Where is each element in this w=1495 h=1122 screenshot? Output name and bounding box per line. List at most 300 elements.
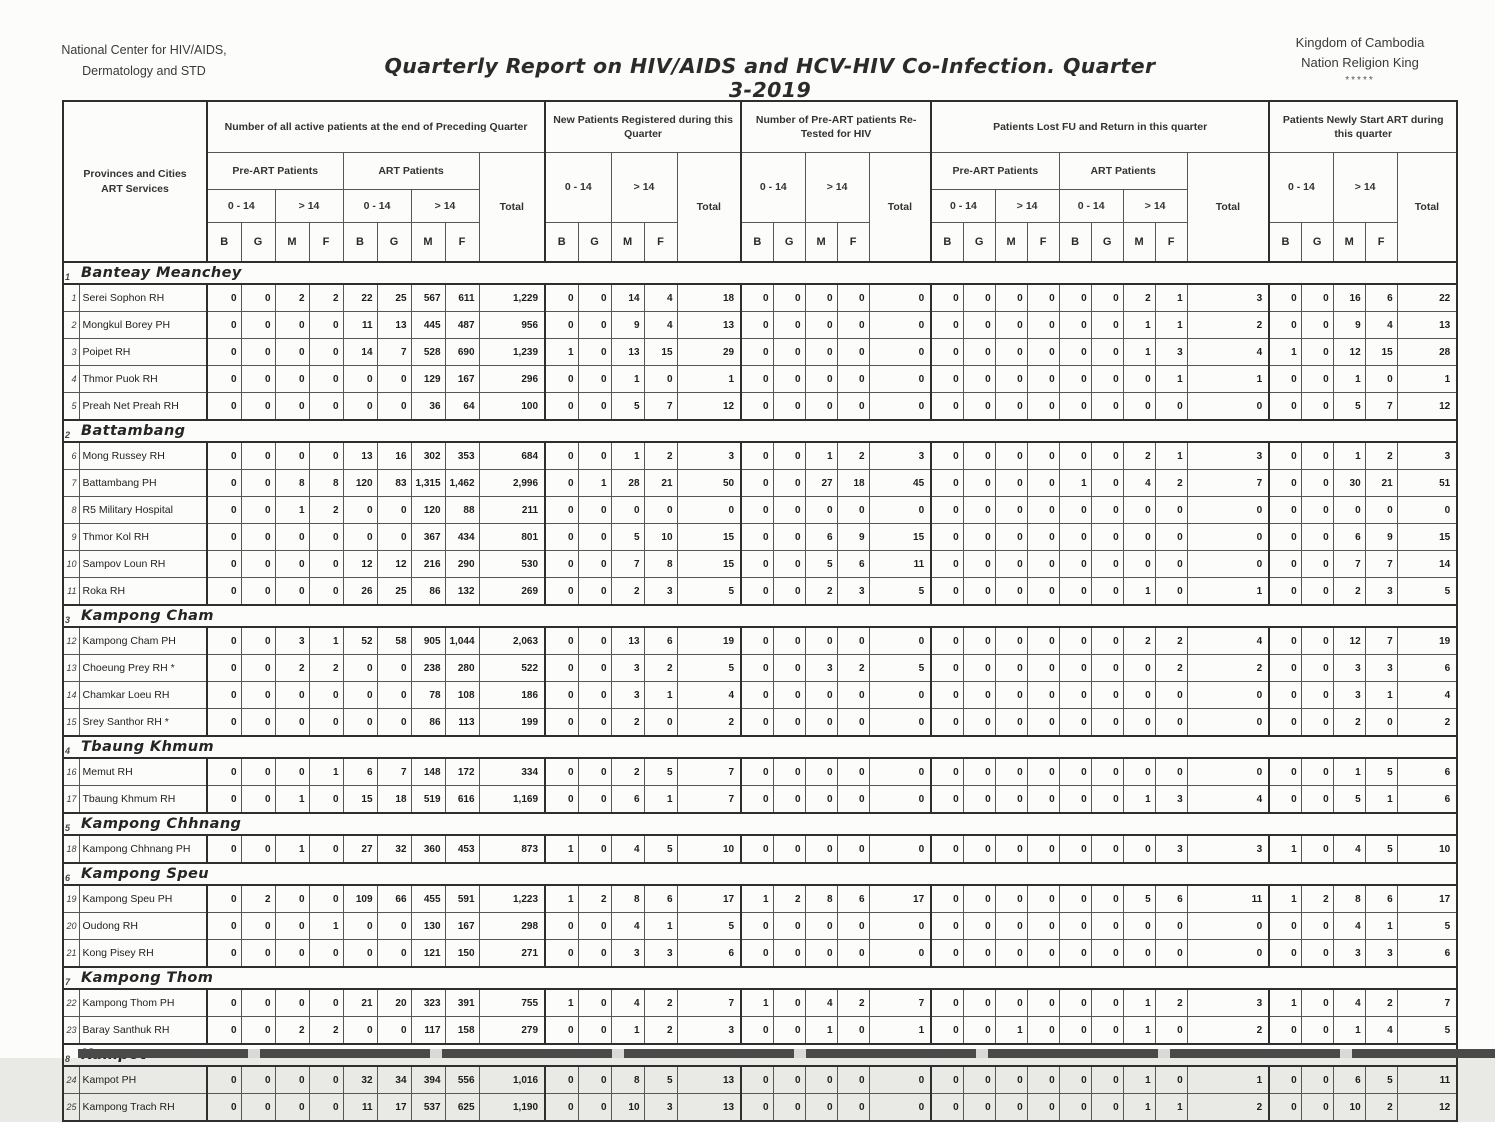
value-cell: 0 <box>275 1094 309 1122</box>
table-row <box>63 284 1457 312</box>
value-cell: 0 <box>805 913 837 940</box>
value-cell: 0 <box>1269 940 1301 968</box>
value-cell: 0 <box>241 627 275 655</box>
value-cell: 0 <box>241 758 275 786</box>
value-cell: 616 <box>445 786 479 814</box>
facility-name: Memut RH <box>79 758 207 786</box>
value-cell: 0 <box>1301 442 1333 470</box>
value-cell: 6 <box>1397 655 1457 682</box>
value-cell: 0 <box>995 339 1027 366</box>
section-row <box>63 813 1457 835</box>
sex-header-m: M <box>275 223 309 263</box>
sex-header-b: B <box>545 223 578 263</box>
value-cell: 0 <box>275 366 309 393</box>
value-cell: 12 <box>377 551 411 578</box>
value-cell: 0 <box>275 709 309 737</box>
row-number: 8 <box>63 497 79 524</box>
value-cell: 1 <box>1333 758 1365 786</box>
value-cell: 2 <box>578 885 611 913</box>
value-cell: 0 <box>1155 1066 1187 1094</box>
value-cell: 8 <box>1333 885 1365 913</box>
table-row <box>63 497 1457 524</box>
value-cell: 2 <box>644 989 677 1017</box>
value-cell: 4 <box>611 913 644 940</box>
value-cell: 1 <box>1155 284 1187 312</box>
value-cell: 2 <box>1333 709 1365 737</box>
facility-name: Poipet RH <box>79 339 207 366</box>
report-table <box>62 100 1458 1122</box>
value-cell: 0 <box>1123 393 1155 421</box>
value-cell: 0 <box>741 655 773 682</box>
value-cell: 2 <box>1155 989 1187 1017</box>
value-cell: 1 <box>1269 885 1301 913</box>
value-cell: 0 <box>1091 497 1123 524</box>
value-cell: 445 <box>411 312 445 339</box>
value-cell: 0 <box>343 524 377 551</box>
value-cell: 0 <box>611 497 644 524</box>
value-cell: 353 <box>445 442 479 470</box>
value-cell: 0 <box>1269 366 1301 393</box>
value-cell: 4 <box>1333 989 1365 1017</box>
section-number: 8 <box>63 1044 79 1066</box>
value-cell: 3 <box>1397 442 1457 470</box>
value-cell: 0 <box>995 578 1027 606</box>
table-row <box>63 940 1457 968</box>
value-cell: 0 <box>1187 709 1269 737</box>
value-cell: 0 <box>1091 989 1123 1017</box>
value-cell: 0 <box>1187 758 1269 786</box>
value-cell: 1 <box>275 497 309 524</box>
value-cell: 0 <box>578 940 611 968</box>
value-cell: 0 <box>207 989 241 1017</box>
value-cell: 0 <box>1269 709 1301 737</box>
value-cell: 0 <box>545 1094 578 1122</box>
value-cell: 296 <box>479 366 545 393</box>
value-cell: 0 <box>545 940 578 968</box>
value-cell: 0 <box>837 284 869 312</box>
value-cell: 1 <box>644 786 677 814</box>
value-cell: 5 <box>611 524 644 551</box>
value-cell: 0 <box>241 497 275 524</box>
value-cell: 0 <box>931 339 963 366</box>
value-cell: 0 <box>1301 312 1333 339</box>
value-cell: 0 <box>275 758 309 786</box>
value-cell: 0 <box>995 758 1027 786</box>
value-cell: 3 <box>837 578 869 606</box>
value-cell: 0 <box>995 709 1027 737</box>
value-cell: 14 <box>343 339 377 366</box>
value-cell: 0 <box>963 835 995 863</box>
value-cell: 25 <box>377 578 411 606</box>
value-cell: 0 <box>837 627 869 655</box>
value-cell: 6 <box>837 551 869 578</box>
value-cell: 2 <box>837 442 869 470</box>
value-cell: 394 <box>411 1066 445 1094</box>
sex-header-b: B <box>931 223 963 263</box>
value-cell: 132 <box>445 578 479 606</box>
value-cell: 0 <box>1027 470 1059 497</box>
value-cell: 0 <box>869 682 931 709</box>
value-cell: 21 <box>1365 470 1397 497</box>
value-cell: 1 <box>1187 1066 1269 1094</box>
value-cell: 0 <box>545 393 578 421</box>
value-cell: 0 <box>241 312 275 339</box>
value-cell: 0 <box>1059 627 1091 655</box>
group-header-retested: Number of Pre-ART patients Re-Tested for HIV <box>741 101 931 153</box>
value-cell: 0 <box>741 524 773 551</box>
value-cell: 0 <box>578 709 611 737</box>
table-row <box>63 524 1457 551</box>
value-cell: 0 <box>1301 655 1333 682</box>
value-cell: 1 <box>741 989 773 1017</box>
sex-header-g: G <box>377 223 411 263</box>
value-cell: 6 <box>837 885 869 913</box>
row-number: 17 <box>63 786 79 814</box>
value-cell: 7 <box>644 393 677 421</box>
value-cell: 1 <box>1269 339 1301 366</box>
value-cell: 0 <box>207 885 241 913</box>
value-cell: 0 <box>773 284 805 312</box>
value-cell: 1 <box>741 885 773 913</box>
value-cell: 556 <box>445 1066 479 1094</box>
section-row <box>63 605 1457 627</box>
value-cell: 0 <box>1301 627 1333 655</box>
value-cell: 0 <box>1301 1017 1333 1045</box>
value-cell: 130 <box>411 913 445 940</box>
value-cell: 0 <box>1027 393 1059 421</box>
value-cell: 0 <box>275 312 309 339</box>
value-cell: 0 <box>741 339 773 366</box>
value-cell: 5 <box>869 578 931 606</box>
value-cell: 2 <box>1155 655 1187 682</box>
value-cell: 36 <box>411 393 445 421</box>
table-row <box>63 786 1457 814</box>
value-cell: 0 <box>869 913 931 940</box>
value-cell: 0 <box>343 913 377 940</box>
value-cell: 0 <box>309 551 343 578</box>
value-cell: 3 <box>1155 339 1187 366</box>
value-cell: 0 <box>963 284 995 312</box>
row-number: 11 <box>63 578 79 606</box>
value-cell: 0 <box>1027 578 1059 606</box>
value-cell: 1 <box>1123 989 1155 1017</box>
value-cell: 3 <box>1365 940 1397 968</box>
sex-header-f: F <box>445 223 479 263</box>
table-row <box>63 442 1457 470</box>
value-cell: 0 <box>1301 682 1333 709</box>
value-cell: 32 <box>343 1066 377 1094</box>
value-cell: 186 <box>479 682 545 709</box>
value-cell: 2 <box>1365 989 1397 1017</box>
value-cell: 0 <box>1123 913 1155 940</box>
value-cell: 25 <box>377 284 411 312</box>
value-cell: 5 <box>644 835 677 863</box>
org-name <box>44 40 244 83</box>
value-cell: 17 <box>1397 885 1457 913</box>
sex-header-m: M <box>995 223 1027 263</box>
sex-header-m: M <box>1123 223 1155 263</box>
value-cell: 0 <box>275 578 309 606</box>
value-cell: 567 <box>411 284 445 312</box>
value-cell: 0 <box>578 1066 611 1094</box>
value-cell: 0 <box>773 709 805 737</box>
row-number: 21 <box>63 940 79 968</box>
value-cell: 0 <box>309 786 343 814</box>
sex-header-g: G <box>963 223 995 263</box>
value-cell: 0 <box>1155 940 1187 968</box>
value-cell: 0 <box>1301 366 1333 393</box>
value-cell: 0 <box>1301 989 1333 1017</box>
value-cell: 0 <box>309 524 343 551</box>
value-cell: 0 <box>1397 497 1457 524</box>
total-header: Total <box>677 153 741 263</box>
value-cell: 11 <box>343 1094 377 1122</box>
value-cell: 0 <box>1301 578 1333 606</box>
value-cell: 0 <box>275 524 309 551</box>
value-cell: 0 <box>275 1066 309 1094</box>
value-cell: 0 <box>1059 1094 1091 1122</box>
value-cell: 611 <box>445 284 479 312</box>
value-cell: 2 <box>1155 470 1187 497</box>
value-cell: 13 <box>1397 312 1457 339</box>
value-cell: 6 <box>1155 885 1187 913</box>
value-cell: 1,044 <box>445 627 479 655</box>
value-cell: 2 <box>1187 312 1269 339</box>
value-cell: 367 <box>411 524 445 551</box>
value-cell: 3 <box>869 442 931 470</box>
facility-name: Preah Net Preah RH <box>79 393 207 421</box>
value-cell: 8 <box>275 470 309 497</box>
table-row <box>63 682 1457 709</box>
value-cell: 12 <box>343 551 377 578</box>
value-cell: 0 <box>343 682 377 709</box>
value-cell: 0 <box>773 627 805 655</box>
section-row <box>63 967 1457 989</box>
stars-divider: ***** <box>1345 75 1375 87</box>
section-name: Kampong Chhnang <box>79 813 1457 835</box>
sex-header-g: G <box>241 223 275 263</box>
value-cell: 1 <box>1187 366 1269 393</box>
row-number: 22 <box>63 989 79 1017</box>
value-cell: 1 <box>1123 312 1155 339</box>
value-cell: 0 <box>207 940 241 968</box>
value-cell: 9 <box>837 524 869 551</box>
value-cell: 1 <box>545 885 578 913</box>
value-cell: 0 <box>1059 497 1091 524</box>
value-cell: 0 <box>805 393 837 421</box>
value-cell: 0 <box>931 551 963 578</box>
value-cell: 10 <box>1397 835 1457 863</box>
report-title: Quarterly Report on HIV/AIDS and HCV-HIV Co-Infection. Quarter 3-2019 <box>384 54 1156 102</box>
value-cell: 1,016 <box>479 1066 545 1094</box>
value-cell: 0 <box>241 786 275 814</box>
value-cell: 0 <box>741 551 773 578</box>
section-number: 6 <box>63 863 79 885</box>
sex-header-f: F <box>1027 223 1059 263</box>
section-row <box>63 420 1457 442</box>
value-cell: 4 <box>644 284 677 312</box>
value-cell: 15 <box>644 339 677 366</box>
value-cell: 0 <box>241 1094 275 1122</box>
facility-name: Tbaung Khmum RH <box>79 786 207 814</box>
value-cell: 0 <box>1091 578 1123 606</box>
value-cell: 13 <box>677 1094 741 1122</box>
section-number: 7 <box>63 967 79 989</box>
value-cell: 0 <box>995 393 1027 421</box>
value-cell: 0 <box>931 682 963 709</box>
value-cell: 83 <box>377 470 411 497</box>
value-cell: 391 <box>445 989 479 1017</box>
value-cell: 7 <box>611 551 644 578</box>
value-cell: 0 <box>1027 758 1059 786</box>
value-cell: 0 <box>578 366 611 393</box>
value-cell: 1 <box>1333 1017 1365 1045</box>
value-cell: 0 <box>377 366 411 393</box>
value-cell: 1 <box>1269 989 1301 1017</box>
value-cell: 0 <box>207 312 241 339</box>
value-cell: 13 <box>343 442 377 470</box>
value-cell: 4 <box>805 989 837 1017</box>
value-cell: 0 <box>963 524 995 551</box>
value-cell: 0 <box>963 393 995 421</box>
value-cell: 1 <box>545 835 578 863</box>
value-cell: 5 <box>611 393 644 421</box>
age-header-old: > 14 <box>275 190 343 223</box>
value-cell: 0 <box>995 913 1027 940</box>
value-cell: 0 <box>995 989 1027 1017</box>
value-cell: 0 <box>578 786 611 814</box>
value-cell: 58 <box>377 627 411 655</box>
row-number: 23 <box>63 1017 79 1045</box>
table-row <box>63 709 1457 737</box>
facility-name: Srey Santhor RH * <box>79 709 207 737</box>
value-cell: 2 <box>1123 442 1155 470</box>
facility-name: Mong Russey RH <box>79 442 207 470</box>
subheader-art: ART Patients <box>343 153 479 190</box>
value-cell: 0 <box>545 551 578 578</box>
value-cell: 0 <box>1059 393 1091 421</box>
value-cell: 15 <box>677 551 741 578</box>
value-cell: 0 <box>963 655 995 682</box>
value-cell: 0 <box>309 989 343 1017</box>
value-cell: 0 <box>1333 497 1365 524</box>
value-cell: 0 <box>207 1066 241 1094</box>
value-cell: 8 <box>309 470 343 497</box>
value-cell: 7 <box>677 786 741 814</box>
age-header-young: 0 - 14 <box>1269 153 1333 223</box>
value-cell: 5 <box>677 578 741 606</box>
sex-header-m: M <box>805 223 837 263</box>
value-cell: 0 <box>1091 940 1123 968</box>
value-cell: 1 <box>1155 312 1187 339</box>
value-cell: 2 <box>1333 578 1365 606</box>
table-row <box>63 913 1457 940</box>
value-cell: 0 <box>1123 524 1155 551</box>
value-cell: 0 <box>1155 758 1187 786</box>
value-cell: 0 <box>1059 524 1091 551</box>
value-cell: 0 <box>869 786 931 814</box>
value-cell: 0 <box>309 940 343 968</box>
row-number: 13 <box>63 655 79 682</box>
value-cell: 0 <box>995 885 1027 913</box>
value-cell: 0 <box>1301 284 1333 312</box>
value-cell: 0 <box>1187 497 1269 524</box>
value-cell: 1 <box>611 442 644 470</box>
value-cell: 109 <box>343 885 377 913</box>
value-cell: 3 <box>1333 682 1365 709</box>
value-cell: 0 <box>207 835 241 863</box>
value-cell: 2 <box>1123 284 1155 312</box>
table-row <box>63 1094 1457 1122</box>
value-cell: 15 <box>1365 339 1397 366</box>
value-cell: 0 <box>995 284 1027 312</box>
value-cell: 1 <box>1365 786 1397 814</box>
value-cell: 19 <box>1397 627 1457 655</box>
value-cell: 0 <box>805 940 837 968</box>
value-cell: 0 <box>837 1094 869 1122</box>
value-cell: 0 <box>773 989 805 1017</box>
value-cell: 0 <box>963 312 995 339</box>
value-cell: 0 <box>309 393 343 421</box>
value-cell: 0 <box>773 551 805 578</box>
value-cell: 3 <box>1155 786 1187 814</box>
value-cell: 22 <box>343 284 377 312</box>
value-cell: 0 <box>773 339 805 366</box>
value-cell: 0 <box>773 366 805 393</box>
value-cell: 0 <box>578 524 611 551</box>
table-row <box>63 470 1457 497</box>
value-cell: 0 <box>377 1017 411 1045</box>
value-cell: 0 <box>741 758 773 786</box>
row-number: 25 <box>63 1094 79 1122</box>
value-cell: 0 <box>741 312 773 339</box>
value-cell: 5 <box>1365 835 1397 863</box>
kingdom-line: Kingdom of Cambodia <box>1295 35 1425 50</box>
value-cell: 453 <box>445 835 479 863</box>
facility-name: Kampong Trach RH <box>79 1094 207 1122</box>
value-cell: 0 <box>1059 709 1091 737</box>
row-number: 1 <box>63 284 79 312</box>
value-cell: 0 <box>1091 284 1123 312</box>
value-cell: 0 <box>995 442 1027 470</box>
value-cell: 0 <box>1059 682 1091 709</box>
value-cell: 0 <box>1027 913 1059 940</box>
value-cell: 0 <box>207 913 241 940</box>
value-cell: 0 <box>1059 578 1091 606</box>
value-cell: 172 <box>445 758 479 786</box>
table-row <box>63 655 1457 682</box>
value-cell: 0 <box>741 1017 773 1045</box>
value-cell: 0 <box>869 940 931 968</box>
value-cell: 0 <box>773 682 805 709</box>
facility-name: Kampong Cham PH <box>79 627 207 655</box>
value-cell: 4 <box>1187 786 1269 814</box>
value-cell: 0 <box>578 758 611 786</box>
value-cell: 2,996 <box>479 470 545 497</box>
value-cell: 1 <box>644 913 677 940</box>
value-cell: 0 <box>869 1094 931 1122</box>
value-cell: 0 <box>869 284 931 312</box>
value-cell: 2 <box>309 497 343 524</box>
motto-line: Nation Religion King <box>1301 55 1419 71</box>
row-number: 16 <box>63 758 79 786</box>
value-cell: 2 <box>275 655 309 682</box>
value-cell: 0 <box>309 312 343 339</box>
value-cell: 0 <box>377 940 411 968</box>
table-row <box>63 339 1457 366</box>
value-cell: 2,063 <box>479 627 545 655</box>
value-cell: 22 <box>1397 284 1457 312</box>
